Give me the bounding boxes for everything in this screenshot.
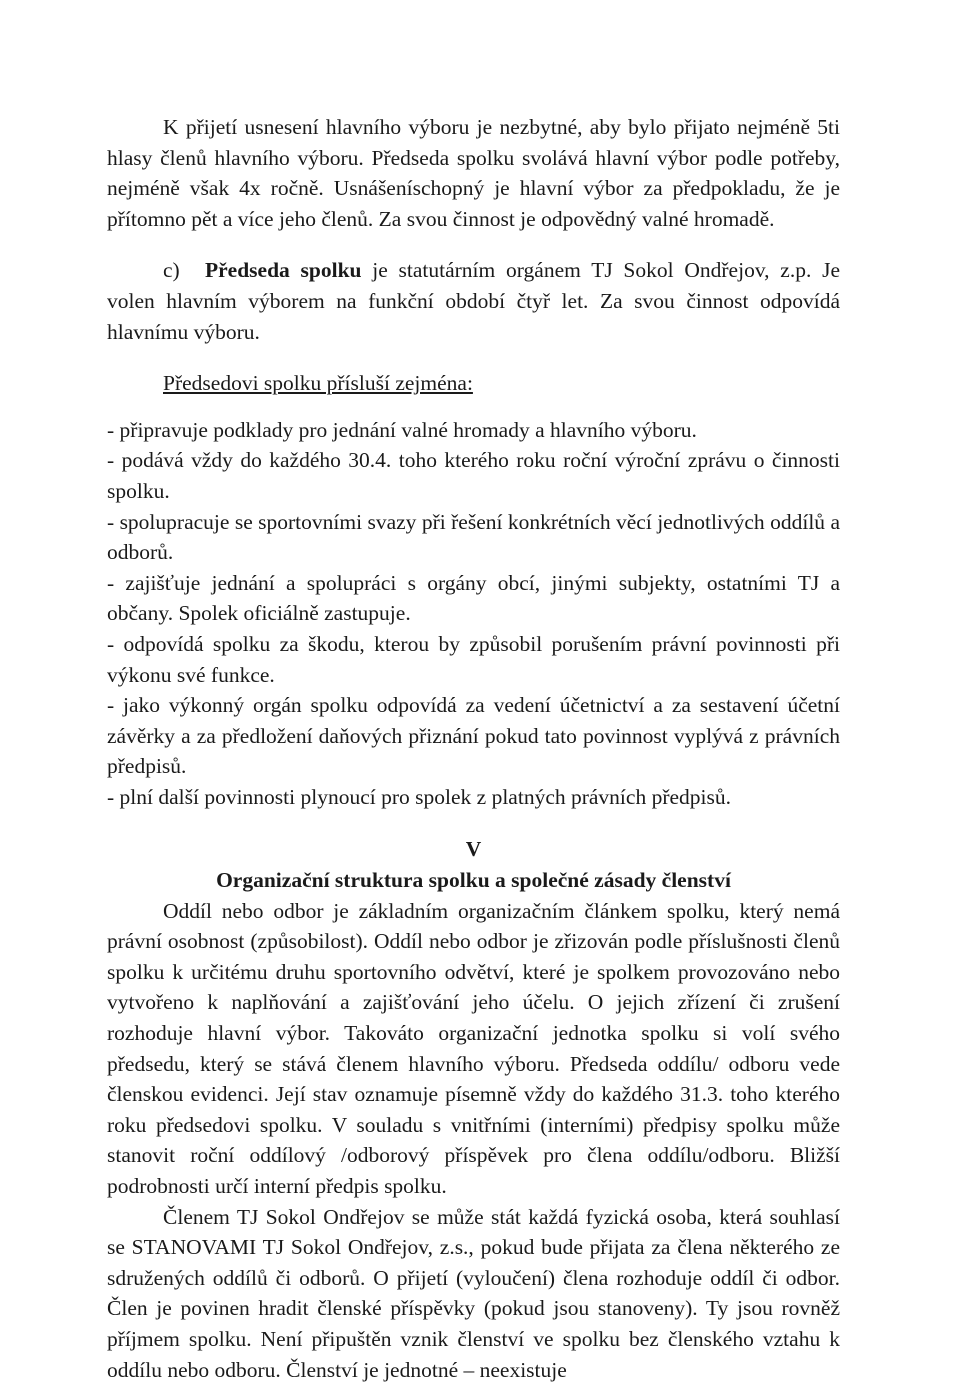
section-paragraph: Oddíl nebo odbor je základním organizačním článkem spolku, který nemá právní osobnost (způsobilost). Oddíl nebo odbor je zřizován podle příslušnosti členů spolku k určitému druhu sportovního odvětví, které je spolkem provozováno nebo vytvořeno k naplňování a zajišťování jeho účelu. O jejich zřízení či zrušení rozhoduje hlavní výbor. Takováto organizační jednotka spolku si volí svého předsedu, který se stává členem hlavního výboru. Předseda oddílu/ odboru vede členskou evidenci. Její stav oznamuje písemně vždy do každého 31.3. toho kterého roku předsedovi spolku. V souladu s vnitřními (interními) předpisy spolku může stanovit roční oddílový /odborový příspěvek pro člena oddílu/odboru. Bližší podrobnosti určí interní předpis spolku. — [107, 898, 840, 1198]
duty-item: - podává vždy do každého 30.4. toho kterého roku roční výroční zprávu o činnosti spolku. — [107, 448, 840, 503]
section-number: V — [465, 837, 482, 862]
duty-item: - jako výkonný orgán spolku odpovídá za vedení účetnictví a za sestavení účetní závěrky a za předložení daňových přiznání pokud tato povinnost vyplývá z právních předpisů. — [107, 693, 840, 779]
intro-paragraph: K přijetí usnesení hlavního výboru je nezbytné, aby bylo přijato nejméně 5ti hlasy členů hlavního výboru. Předseda spolku svolává hlavní výbor podle potřeby, nejméně však 4x ročně. Usnášeníschopný je hlavní výbor za předpokladu, že je přítomno pět a více jeho členů. Za svou činnost je odpovědný valné hromadě. — [107, 115, 840, 231]
duty-item: - připravuje podklady pro jednání valné hromady a hlavního výboru. — [107, 417, 697, 442]
section-title: Organizační struktura spolku a společné zásady členství — [216, 868, 731, 893]
section-paragraph: Členem TJ Sokol Ondřejov se může stát každá fyzická osoba, která souhlasí se STANOVAMI TJ Sokol Ondřejov, z.s., pokud bude přijata za člena některého ze sdružených oddílů či odborů. O přijetí (vyloučení) člena rozhoduje oddíl či odbor. Člen je povinen hradit členské příspěvky (pokud jsou stanoveny). Ty jsou rovněž příjmem spolku. Není připuštěn vznik členství ve spolku bez členského vztahu k oddílu nebo odboru. Členství je jednotné – neexistuje — [107, 1204, 840, 1382]
duty-item: - zajišťuje jednání a spolupráci s orgány obcí, jinými subjekty, ostatními TJ a občany. Spolek oficiálně zastupuje. — [107, 570, 840, 626]
point-c-paragraph — [107, 255, 840, 347]
duty-item: - plní další povinnosti plynoucí pro spolek z platných právních předpisů. — [107, 784, 731, 809]
document-body — [107, 112, 840, 1385]
point-c-label: c) — [163, 258, 180, 283]
duty-item: - spolupracuje se sportovními svazy při řešení konkrétních věcí jednotlivých oddílů a odborů. — [107, 509, 840, 565]
point-c-text: je statutárním orgánem TJ Sokol Ondřejov, z.p. Je volen hlavním výborem na funkční období čtyř let. Za svou činnost odpovídá hlavnímu výboru. — [107, 258, 840, 344]
duty-item: - odpovídá spolku za škodu, kterou by způsobil porušením právní povinnosti při výkonu své funkce. — [107, 631, 840, 687]
point-c-title: Předseda spolku — [205, 258, 362, 283]
duties-heading: Předsedovi spolku přísluší zejména: — [163, 371, 473, 396]
